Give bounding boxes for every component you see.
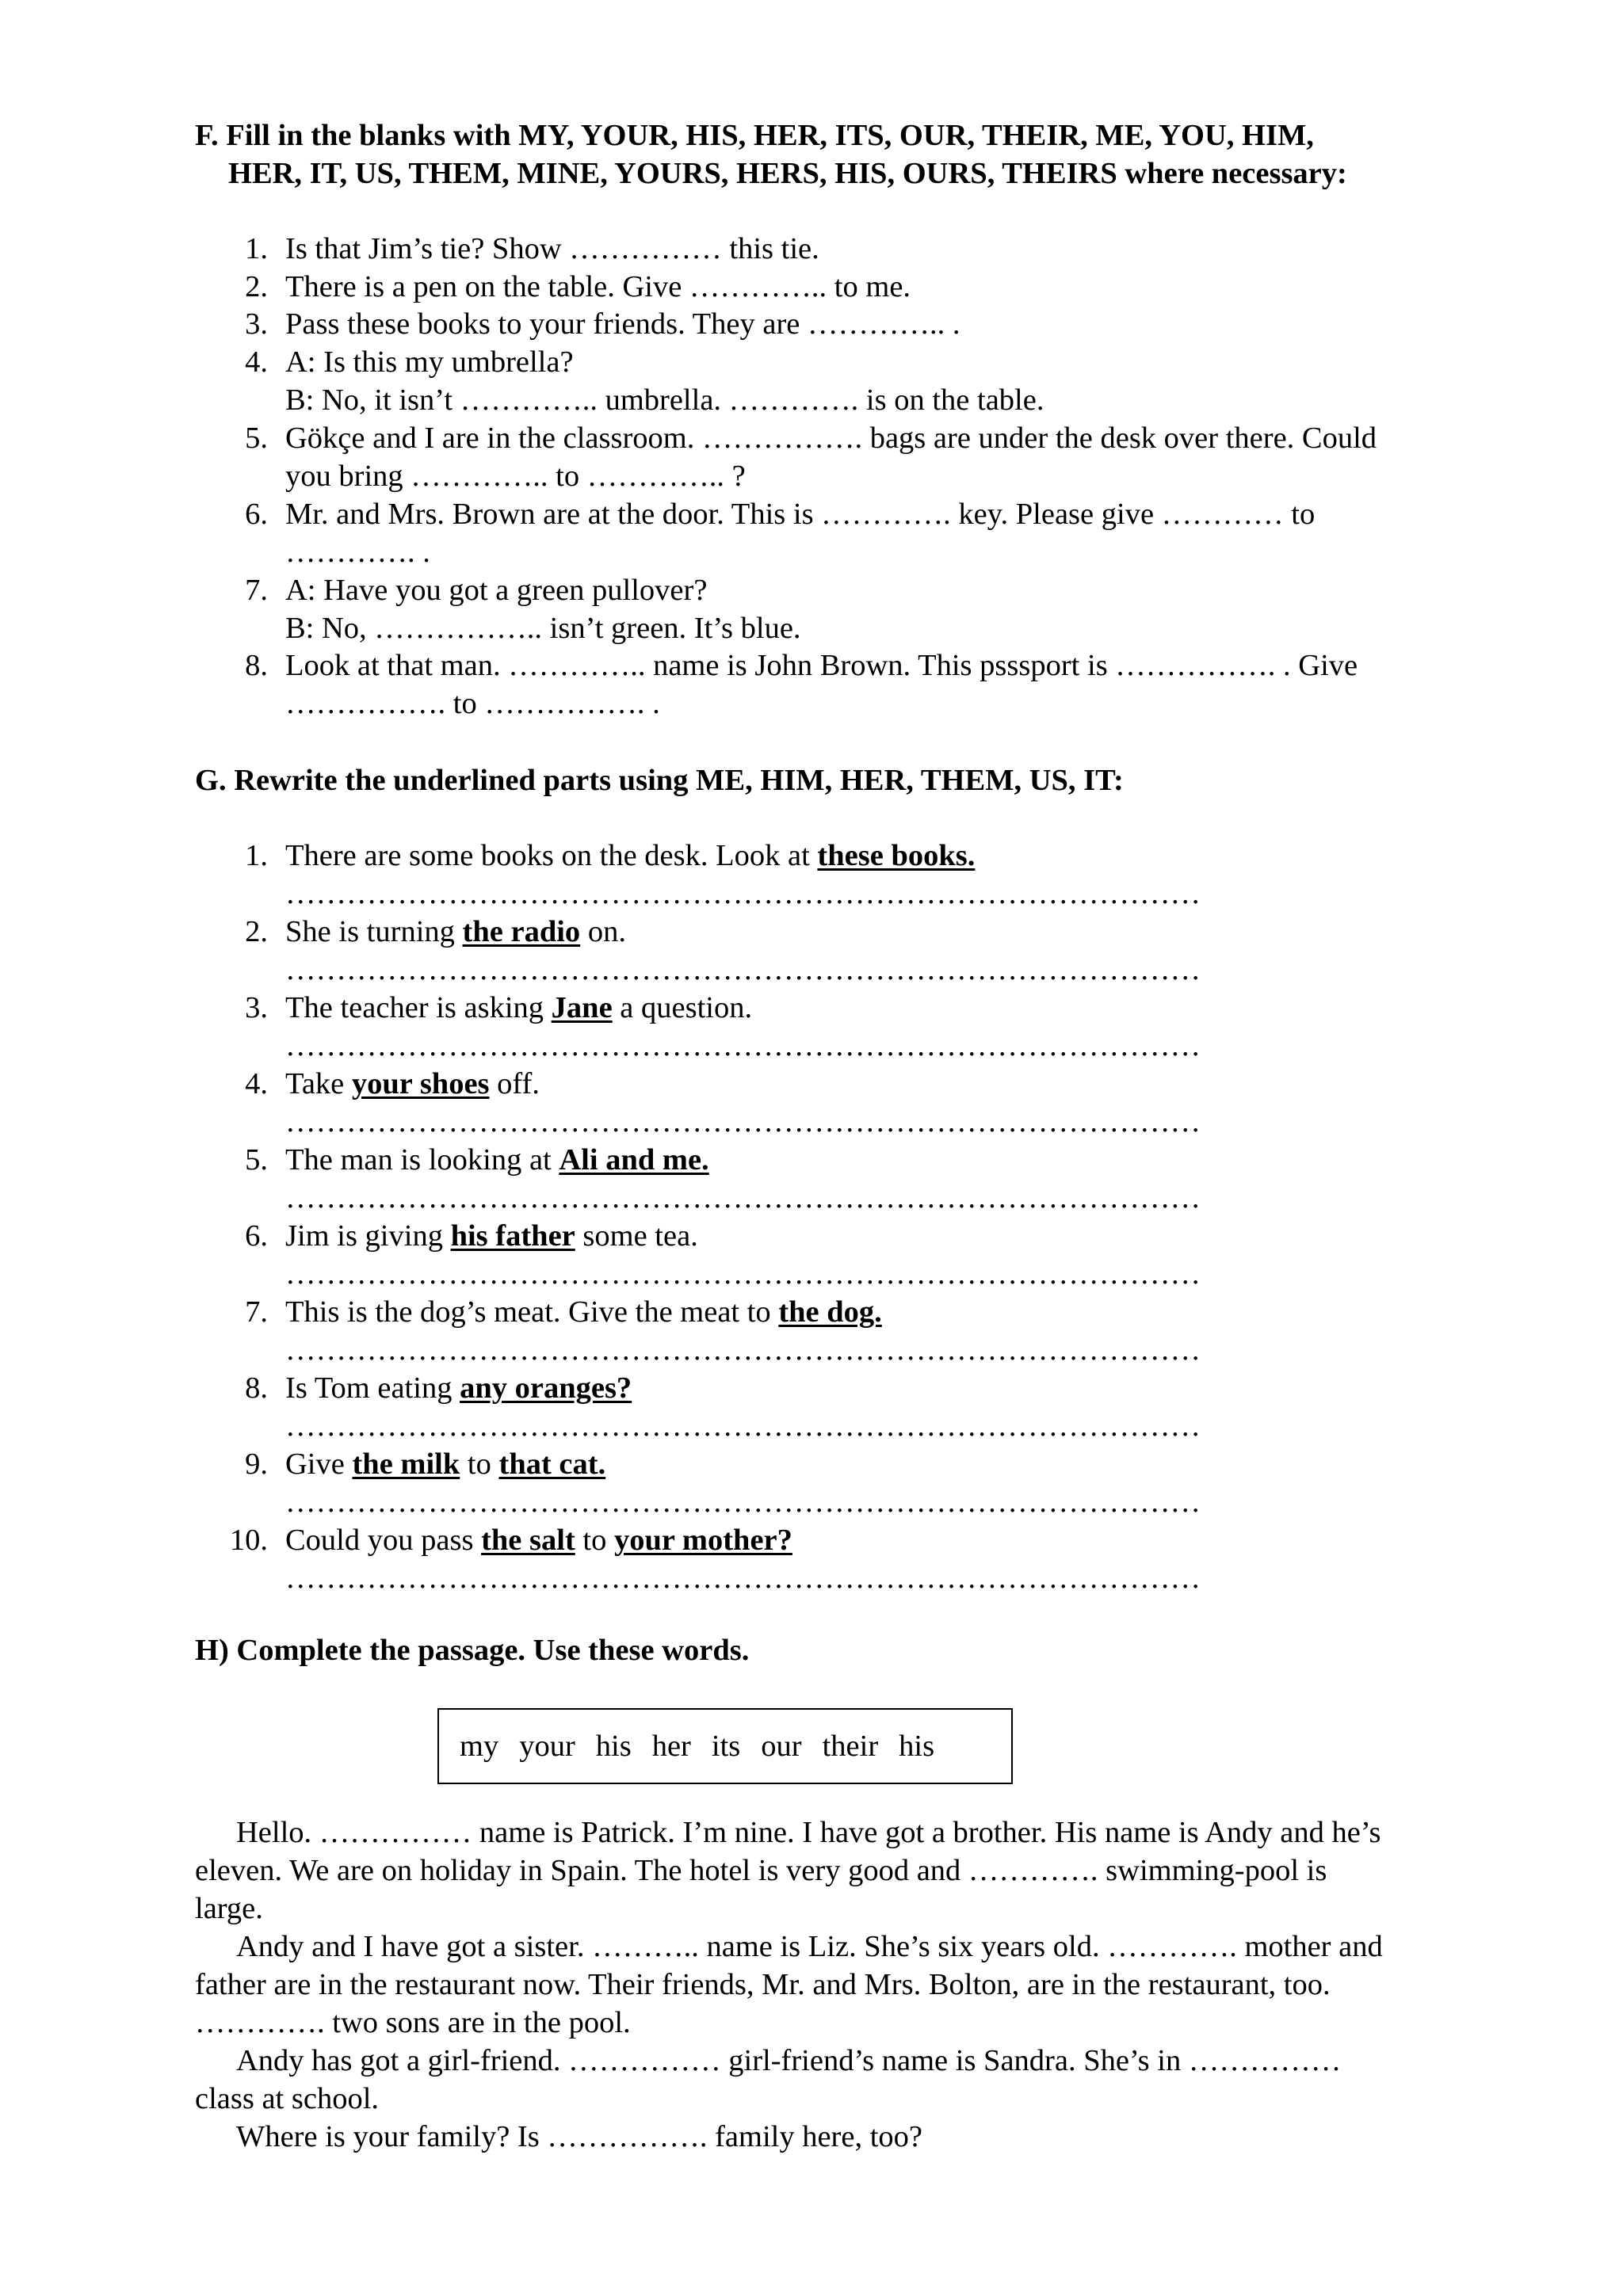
underlined-phrase: these books. <box>817 839 976 872</box>
f-item-text: B: No, it isn’t ………….. umbrella. …………. is on the table. <box>285 383 1044 417</box>
underlined-phrase: any oranges? <box>460 1371 632 1405</box>
g-item-text: This is the dog’s meat. Give the meat to <box>285 1295 779 1329</box>
passage-line: …………. two sons are in the pool. <box>195 2006 631 2039</box>
g-item-text: There are some books on the desk. Look at <box>285 839 818 872</box>
f-item-text: There is a pen on the table. Give ………….. to me. <box>285 270 911 303</box>
answer-line: ……………………………………………………………………………… <box>285 1409 1201 1443</box>
g-item-sentence <box>285 1522 792 1560</box>
passage-line: Hello. …………… name is Patrick. I’m nine. I have got a brother. His name is Andy and he’s <box>236 1816 1381 1849</box>
g-item-number: 3. <box>245 991 268 1024</box>
f-item-text: A: Is this my umbrella? <box>285 345 574 379</box>
underlined-phrase: the radio <box>462 915 581 948</box>
answer-line: ……………………………………………………………………………… <box>285 1333 1201 1367</box>
underlined-phrase: the dog. <box>778 1295 882 1329</box>
word-bank-word: her <box>651 1730 691 1763</box>
g-item-text: to <box>460 1447 499 1481</box>
g-item-number: 4. <box>245 1067 268 1100</box>
f-item-text: you bring ………….. to ………….. ? <box>285 460 746 493</box>
word-bank-word: my <box>460 1730 499 1763</box>
g-item-text: Give <box>285 1447 353 1481</box>
f-item-number: 7. <box>245 574 268 607</box>
g-item-sentence <box>285 1370 632 1408</box>
f-item-number: 4. <box>245 345 268 379</box>
f-item-number: 8. <box>245 649 268 682</box>
passage-line: eleven. We are on holiday in Spain. The hotel is very good and …………. swimming-pool is <box>195 1854 1327 1887</box>
underlined-phrase: his father <box>450 1219 575 1253</box>
passage-line: father are in the restaurant now. Their friends, Mr. and Mrs. Bolton, are in the restaurant, too. <box>195 1968 1331 2001</box>
g-item-sentence <box>285 990 752 1028</box>
g-item-sentence <box>285 1066 540 1104</box>
g-item-text: off. <box>489 1067 540 1100</box>
g-item-text: The teacher is asking <box>285 991 552 1024</box>
g-item-text: She is turning <box>285 915 463 948</box>
section-g-heading: G. Rewrite the underlined parts using ME, HIM, HER, THEM, US, IT: <box>195 764 1124 797</box>
g-item-number: 5. <box>245 1143 268 1177</box>
g-item-sentence <box>285 837 975 875</box>
f-item-number: 1. <box>245 232 268 265</box>
f-item-text: Gökçe and I are in the classroom. ……………. bags are under the desk over there. Could <box>285 421 1377 455</box>
word-bank-word: their <box>822 1730 879 1763</box>
f-item-number: 6. <box>245 498 268 531</box>
passage-line: class at school. <box>195 2082 380 2115</box>
answer-line: ……………………………………………………………………………… <box>285 1105 1201 1138</box>
underlined-phrase: the salt <box>481 1524 575 1557</box>
underlined-phrase: your shoes <box>351 1067 490 1100</box>
g-item-number: 2. <box>245 915 268 948</box>
g-item-number: 8. <box>245 1371 268 1405</box>
passage-line: Andy and I have got a sister. ……….. name is Liz. She’s six years old. …………. mother and <box>236 1930 1383 1963</box>
underlined-phrase: that cat. <box>498 1447 606 1481</box>
g-item-text: a question. <box>612 991 753 1024</box>
f-item-text: B: No, …………….. isn’t green. It’s blue. <box>285 612 801 645</box>
f-item-number: 3. <box>245 307 268 341</box>
underlined-phrase: Jane <box>551 991 613 1024</box>
g-item-number: 1. <box>245 839 268 872</box>
answer-line: ……………………………………………………………………………… <box>285 1181 1201 1215</box>
f-item-text: ……………. to ……………. . <box>285 687 660 720</box>
word-bank-word: its <box>711 1730 741 1763</box>
f-item-number: 2. <box>245 270 268 303</box>
g-item-number: 9. <box>245 1447 268 1481</box>
g-item-text: Jim is giving <box>285 1219 451 1253</box>
word-bank-word: your <box>519 1730 575 1763</box>
passage-line: Andy has got a girl-friend. …………… girl-friend’s name is Sandra. She’s in …………… <box>236 2044 1342 2077</box>
section-f-heading-line2: HER, IT, US, THEM, MINE, YOURS, HERS, HIS, OURS, THEIRS where necessary: <box>228 157 1347 190</box>
f-item-text: A: Have you got a green pullover? <box>285 574 708 607</box>
f-item-text: …………. . <box>285 536 430 569</box>
section-f-heading-line1: F. Fill in the blanks with MY, YOUR, HIS, HER, ITS, OUR, THEIR, ME, YOU, HIM, <box>195 119 1314 152</box>
passage-line: large. <box>195 1892 263 1925</box>
g-item-sentence <box>285 1446 605 1484</box>
f-item-text: Is that Jim’s tie? Show …………… this tie. <box>285 232 819 265</box>
g-item-sentence <box>285 1142 709 1180</box>
g-item-number: 6. <box>245 1219 268 1253</box>
answer-line: ……………………………………………………………………………… <box>285 1257 1201 1291</box>
f-item-text: Look at that man. ………….. name is John Brown. This psssport is ……………. . Give <box>285 649 1358 682</box>
answer-line: ……………………………………………………………………………… <box>285 1486 1201 1519</box>
section-h-heading: H) Complete the passage. Use these words. <box>195 1634 750 1667</box>
g-item-text: The man is looking at <box>285 1143 559 1177</box>
g-item-sentence <box>285 1218 698 1256</box>
passage-line: Where is your family? Is ……………. family here, too? <box>236 2120 923 2153</box>
g-item-sentence <box>285 913 626 952</box>
word-bank-box <box>437 1708 1013 1784</box>
word-bank-word: our <box>761 1730 802 1763</box>
f-item-number: 5. <box>245 421 268 455</box>
word-bank-word: his <box>595 1730 632 1763</box>
g-item-number: 7. <box>245 1295 268 1329</box>
g-item-text: Is Tom eating <box>285 1371 460 1405</box>
g-item-text: some tea. <box>575 1219 698 1253</box>
g-item-number: 10. <box>229 1524 268 1557</box>
g-item-text: Could you pass <box>285 1524 482 1557</box>
underlined-phrase: your mother? <box>613 1524 792 1557</box>
answer-line: ……………………………………………………………………………… <box>285 1562 1201 1595</box>
g-item-sentence <box>285 1294 882 1332</box>
f-item-text: Pass these books to your friends. They are ………….. . <box>285 307 960 341</box>
f-item-text: Mr. and Mrs. Brown are at the door. This is …………. key. Please give ………… to <box>285 498 1316 531</box>
g-item-text: on. <box>580 915 626 948</box>
g-item-text: to <box>575 1524 614 1557</box>
answer-line: ……………………………………………………………………………… <box>285 1029 1201 1062</box>
word-bank-word: his <box>899 1730 935 1763</box>
answer-line: ……………………………………………………………………………… <box>285 953 1201 986</box>
underlined-phrase: Ali and me. <box>559 1143 709 1177</box>
answer-line: ……………………………………………………………………………… <box>285 877 1201 910</box>
underlined-phrase: the milk <box>352 1447 460 1481</box>
g-item-text: Take <box>285 1067 352 1100</box>
